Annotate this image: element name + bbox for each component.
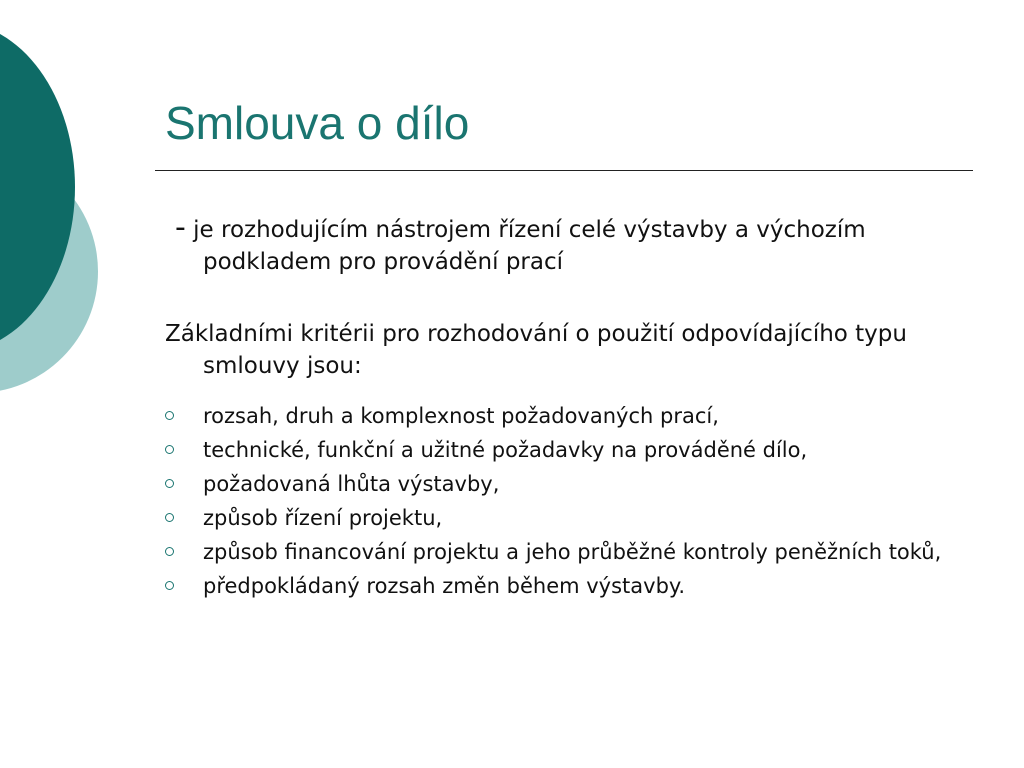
list-item (165, 470, 955, 499)
list-item (165, 436, 955, 465)
criteria-heading: Základními kritérii pro rozhodování o použití odpovídajícího typu smlouvy jsou: (165, 321, 907, 379)
list-item (165, 538, 955, 567)
hollow-circle-bullet-icon (165, 411, 174, 420)
slide-title: Smlouva o dílo (165, 97, 470, 149)
hollow-circle-bullet-icon (165, 581, 174, 590)
hollow-circle-bullet-icon (165, 445, 174, 454)
hollow-circle-bullet-icon (165, 479, 174, 488)
list-item (165, 504, 955, 533)
intro-paragraph (165, 212, 955, 278)
list-item-text: způsob financování projektu a jeho průběžné kontroly peněžních toků, (203, 540, 942, 564)
list-item-text: způsob řízení projektu, (203, 506, 443, 530)
criteria-list (165, 402, 955, 601)
hollow-circle-bullet-icon (165, 547, 174, 556)
list-item-text: požadovaná lhůta výstavby, (203, 472, 500, 496)
slide-body (165, 212, 955, 606)
list-item (165, 402, 955, 431)
list-item (165, 572, 955, 601)
list-item-text: technické, funkční a užitné požadavky na prováděné dílo, (203, 438, 808, 462)
list-item-text: rozsah, druh a komplexnost požadovaných prací, (203, 404, 719, 428)
intro-dash: - (175, 210, 186, 245)
hollow-circle-bullet-icon (165, 513, 174, 522)
title-divider (155, 170, 973, 171)
list-item-text: předpokládaný rozsah změn během výstavby. (203, 574, 686, 598)
intro-text: je rozhodujícím nástrojem řízení celé výstavby a výchozím podkladem pro provádění prací (193, 217, 866, 275)
